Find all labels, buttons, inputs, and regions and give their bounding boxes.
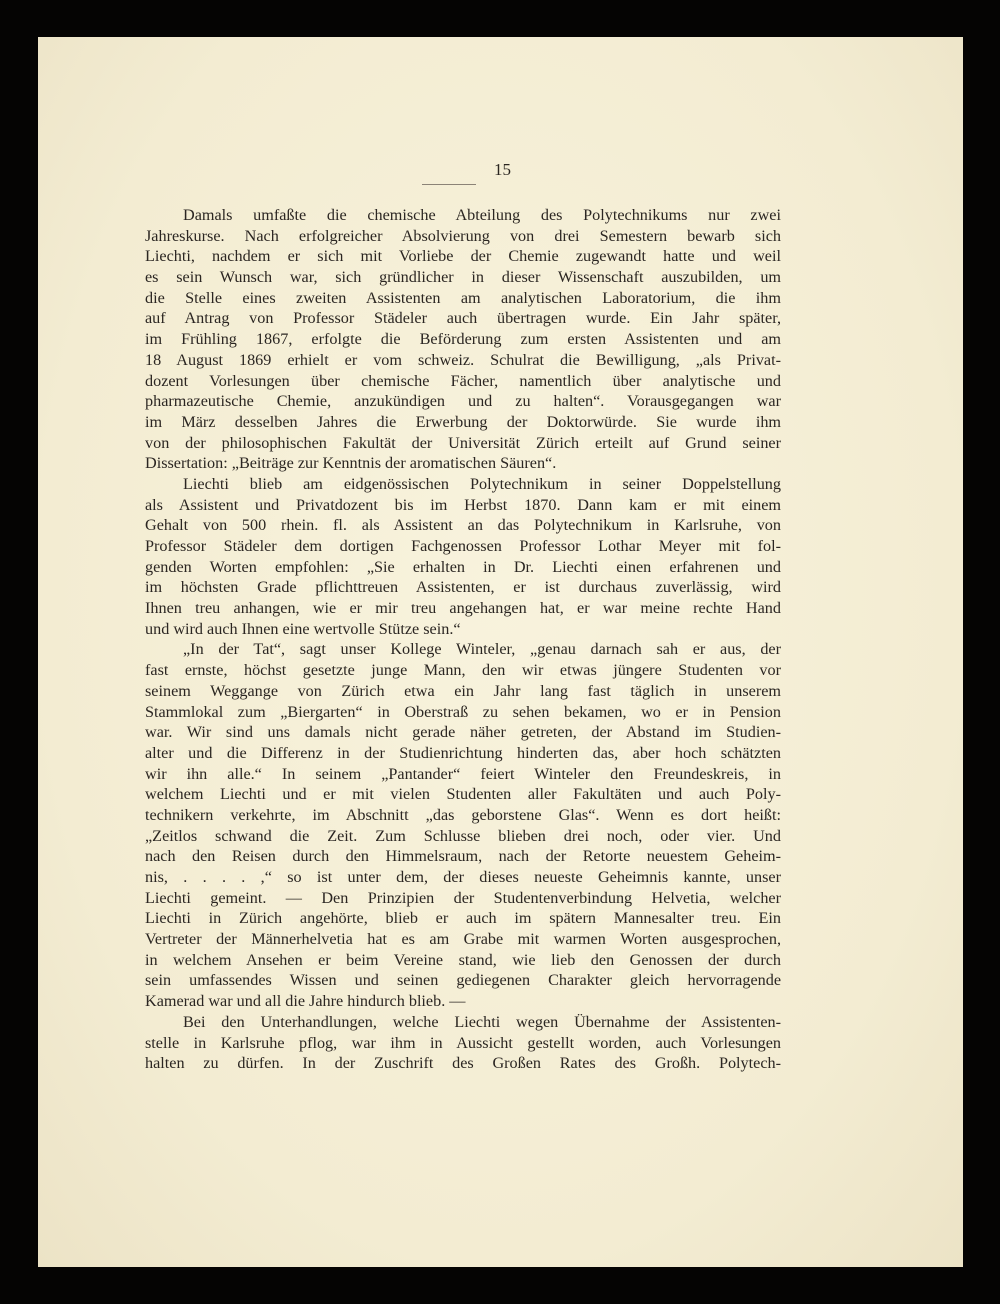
text-line: alter und die Differenz in der Studienrichtung hinderten das, aber hoch schätzten	[145, 743, 781, 762]
text-line: Professor Städeler dem dortigen Fachgenossen Professor Lothar Meyer mit fol-	[145, 537, 781, 555]
text-line: Jahreskurse. Nach erfolgreicher Absolvierung von drei Semestern bewarb sich	[145, 226, 781, 245]
text-line: „Zeitlos schwand die Zeit. Zum Schlusse blieben drei noch, oder vier. Und	[145, 826, 781, 845]
text-line: technikern verkehrte, im Abschnitt „das geborstene Glas“. Wenn es dort heißt:	[145, 805, 781, 824]
text-line: im höchsten Grade pflichttreuen Assistenten, er ist durchaus zuverlässig, wird	[145, 578, 781, 597]
text-line: Liechti in Zürich angehörte, blieb er auch im spätern Mannesalter treu. Ein	[145, 909, 781, 928]
text-line: dozent Vorlesungen über chemische Fächer, namentlich über analytische und	[145, 371, 781, 390]
text-line: Stammlokal zum „Biergarten“ in Oberstraß zu sehen bekamen, wo er in Pension	[145, 702, 781, 721]
text-line: „In der Tat“, sagt unser Kollege Winteler, „genau darnach sah er aus, der	[183, 640, 781, 659]
text-line: im Frühling 1867, erfolgte die Beförderung zum ersten Assistenten und am	[145, 330, 781, 349]
text-line: Ihnen treu anhangen, wie er mir treu angehangen hat, er war meine rechte Hand	[145, 599, 781, 618]
paragraph	[145, 639, 781, 1011]
text-line: als Assistent und Privatdozent bis im Herbst 1870. Dann kam er mit einem	[145, 495, 781, 514]
body-text	[145, 205, 781, 1074]
text-line: es sein Wunsch war, sich gründlicher in dieser Wissenschaft auszubilden, um	[145, 268, 781, 287]
text-line: Bei den Unterhandlungen, welche Liechti wegen Übernahme der Assistenten-	[183, 1012, 781, 1031]
text-line: Liechti blieb am eidgenössischen Polytechnikum in seiner Doppelstellung	[183, 474, 781, 493]
text-line: Kamerad war und all die Jahre hindurch blieb. —	[145, 992, 466, 1011]
text-line: pharmazeutische Chemie, anzukündigen und zu halten“. Vorausgegangen war	[145, 392, 781, 411]
text-line: Gehalt von 500 rhein. fl. als Assistent an das Polytechnikum in Karlsruhe, von	[145, 516, 781, 535]
paragraph	[145, 1012, 781, 1074]
text-line: seinem Weggange von Zürich etwa ein Jahr lang fast täglich in unserem	[145, 681, 781, 700]
text-line: war. Wir sind uns damals nicht gerade näher getreten, der Abstand im Studien-	[145, 723, 781, 742]
text-line: Liechti gemeint. — Den Prinzipien der Studentenverbindung Helvetia, welcher	[145, 888, 781, 907]
text-line: welchem Liechti und er mit vielen Studenten aller Fakultäten und auch Poly-	[145, 785, 781, 804]
text-line: auf Antrag von Professor Städeler auch übertragen wurde. Ein Jahr später,	[145, 309, 781, 328]
text-line: von der philosophischen Fakultät der Universität Zürich erteilt auf Grund seiner	[145, 433, 781, 452]
text-line: im März desselben Jahres die Erwerbung der Doktorwürde. Sie wurde ihm	[145, 412, 781, 431]
text-line: die Stelle eines zweiten Assistenten am analytischen Laboratorium, die ihm	[145, 288, 781, 307]
text-line: Dissertation: „Beiträge zur Kenntnis der aromatischen Säuren“.	[145, 454, 557, 473]
text-line: nach den Reisen durch den Himmelsraum, nach der Retorte neuestem Geheim-	[145, 847, 781, 866]
paragraph	[145, 474, 781, 640]
scanned-page	[38, 37, 963, 1267]
paragraph	[145, 205, 781, 474]
text-line: 18 August 1869 erhielt er vom schweiz. Schulrat die Bewilligung, „als Privat-	[145, 350, 781, 369]
text-line: stelle in Karlsruhe pflog, war ihm in Aussicht gestellt worden, auch Vorlesungen	[145, 1033, 781, 1052]
page-number-rule	[422, 184, 476, 185]
text-line: und wird auch Ihnen eine wertvolle Stütze sein.“	[145, 619, 461, 638]
page-number: 15	[494, 160, 511, 179]
text-line: genden Worten empfohlen: „Sie erhalten in Dr. Liechti einen erfahrenen und	[145, 557, 781, 576]
text-line: fast ernste, höchst gesetzte junge Mann, den wir etwas jüngere Studenten vor	[145, 661, 781, 680]
text-line: sein umfassendes Wissen und seinen gediegenen Charakter gleich hervorragende	[145, 971, 781, 990]
text-line: wir ihn alle.“ In seinem „Pantander“ feiert Winteler den Freundeskreis, in	[145, 764, 781, 783]
text-line: Vertreter der Männerhelvetia hat es am Grabe mit warmen Worten ausgesprochen,	[145, 930, 781, 949]
text-line: halten zu dürfen. In der Zuschrift des Großen Rates des Großh. Polytech-	[145, 1054, 781, 1073]
text-line: Liechti, nachdem er sich mit Vorliebe der Chemie zugewandt hatte und weil	[145, 247, 781, 266]
text-line: Damals umfaßte die chemische Abteilung des Polytechnikums nur zwei	[183, 206, 781, 224]
text-line: nis, . . . . ,“ so ist unter dem, der dieses neueste Geheimnis kannte, unser	[145, 868, 781, 886]
text-line: in welchem Ansehen er beim Vereine stand, wie lieb den Genossen der durch	[145, 950, 781, 969]
